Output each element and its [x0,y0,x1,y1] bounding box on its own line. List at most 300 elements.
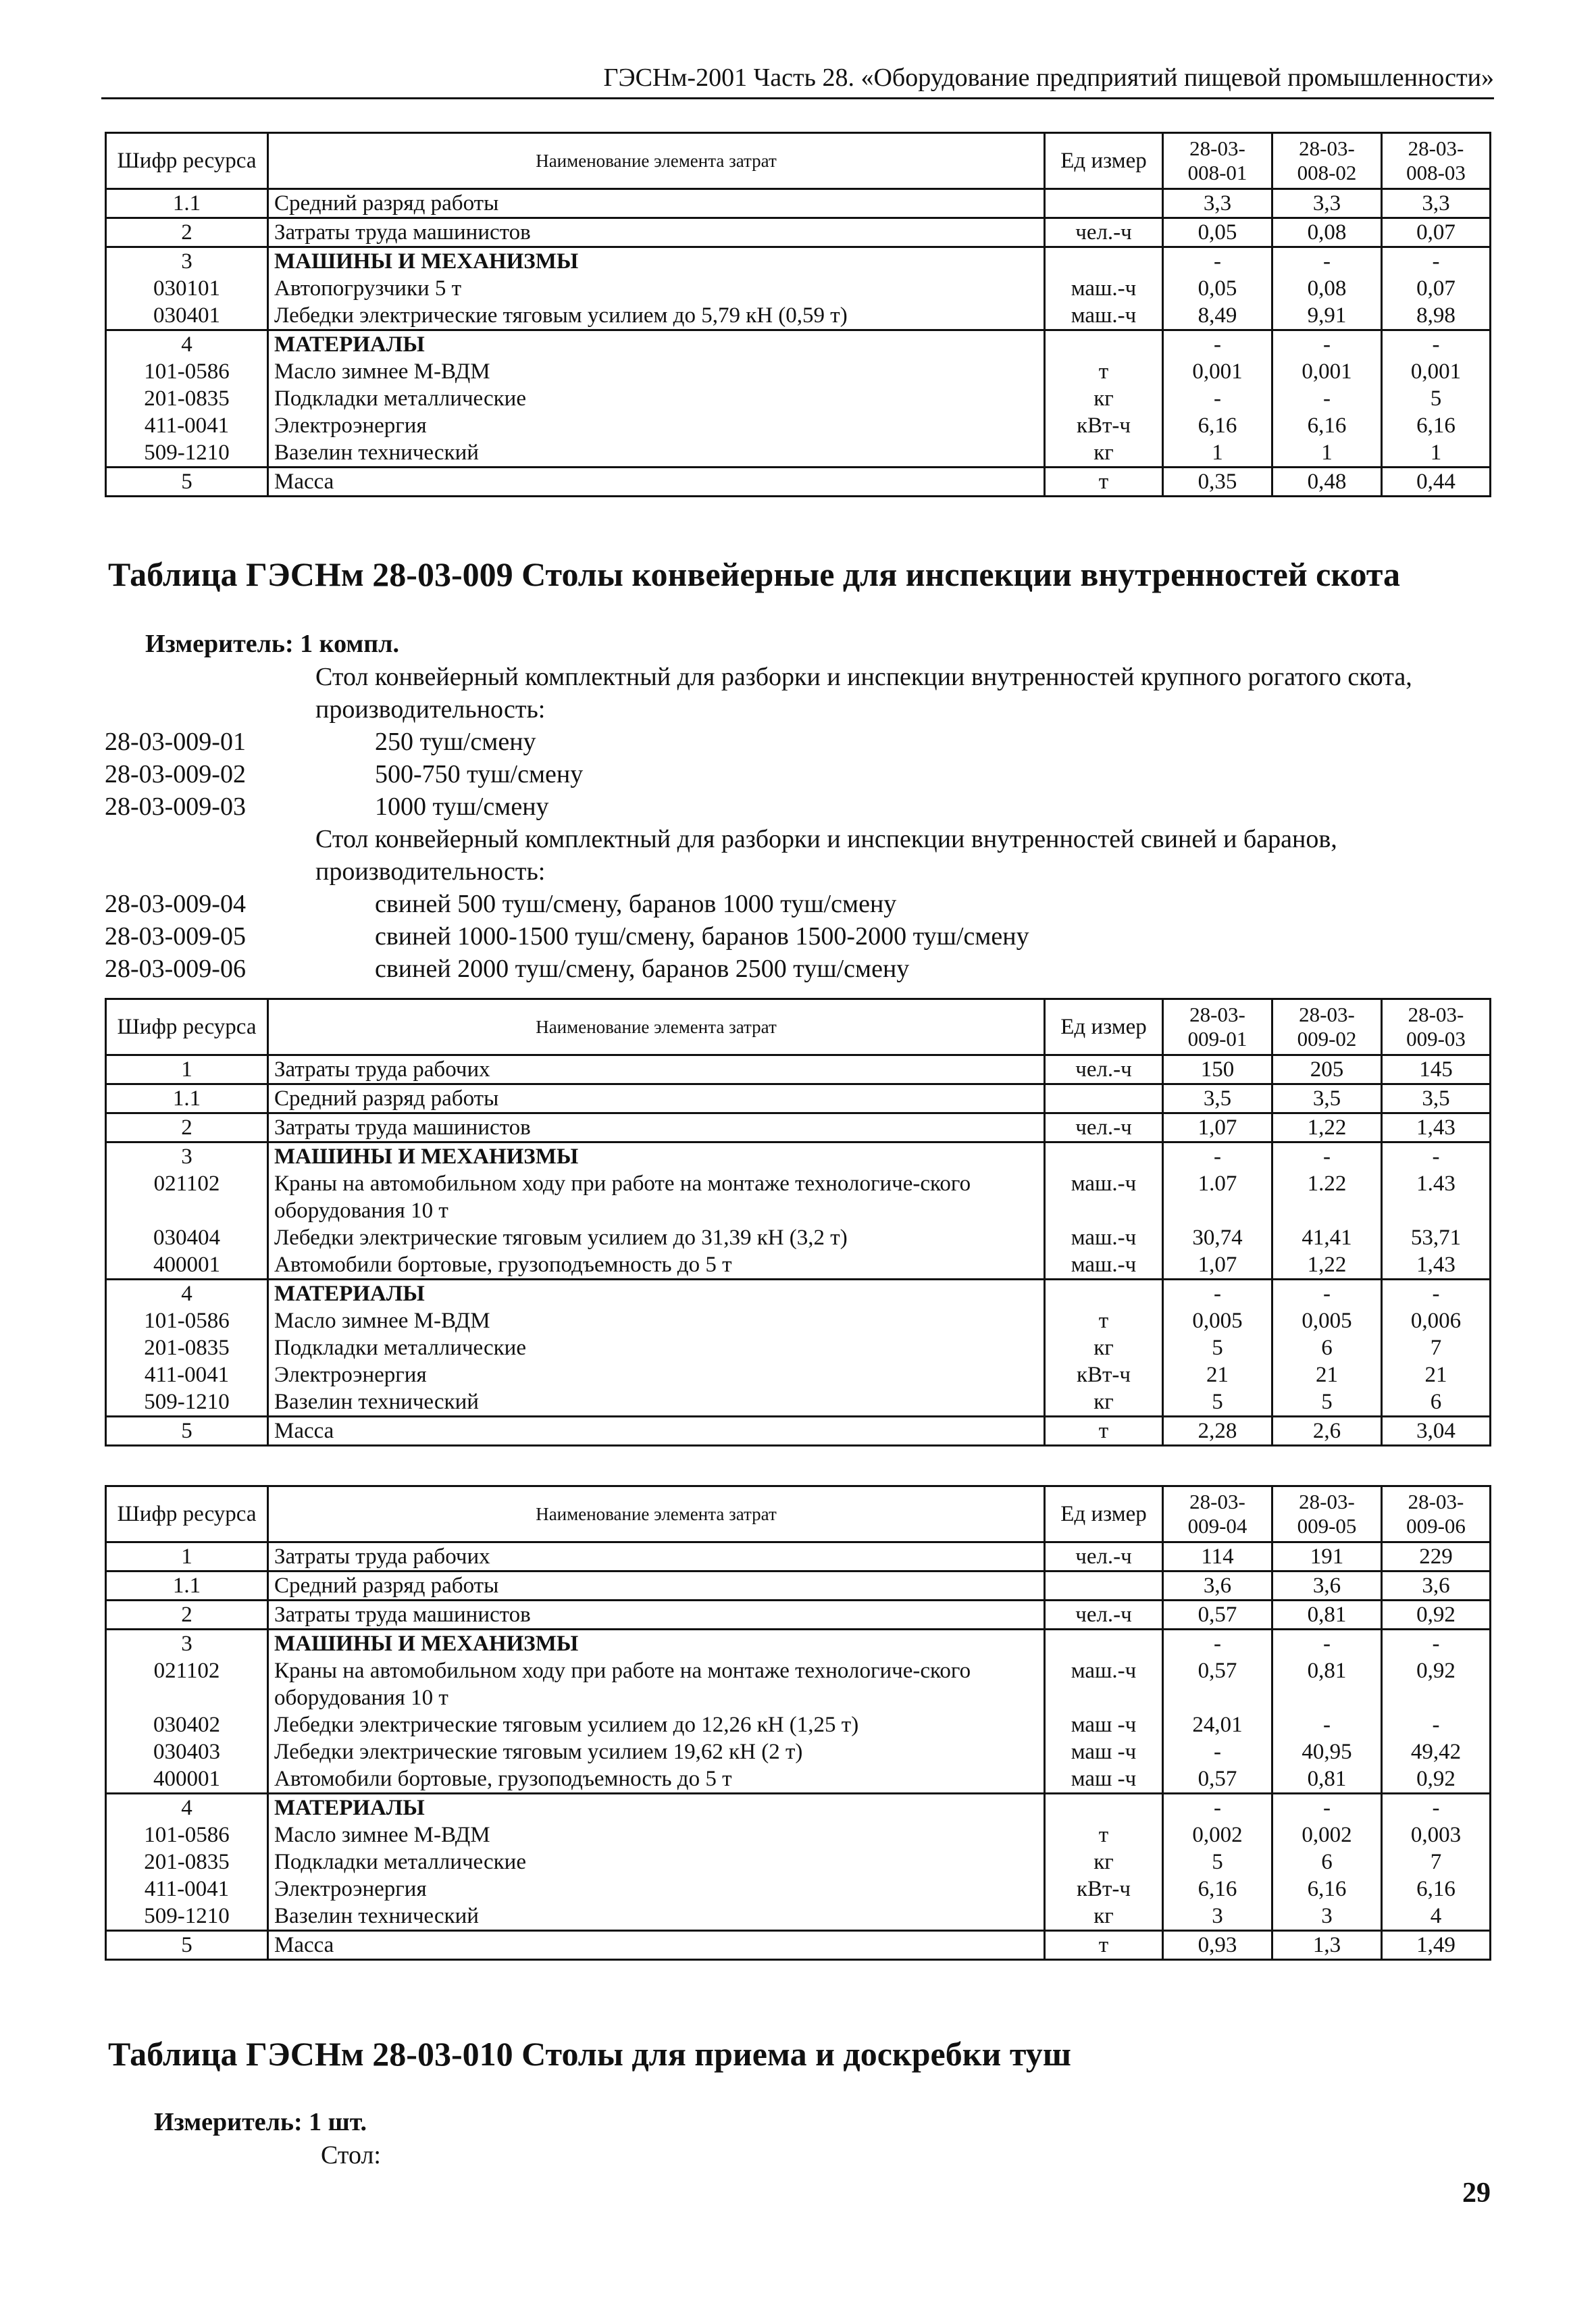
cell-value: 0,001 [1382,358,1491,385]
meter-label: Измеритель: [154,2108,303,2136]
cell-code: 1 [106,1542,268,1571]
cell-name: Масло зимнее М-ВДМ [268,358,1045,385]
cell-code: 3 [106,1142,268,1171]
cell-value: 3,3 [1163,189,1272,218]
cell-value: 191 [1272,1542,1382,1571]
header-norm-code: 28-03- 009-04 [1163,1486,1272,1542]
cell-name: МАШИНЫ И МЕХАНИЗМЫ [268,247,1045,276]
cell-value: 21 [1163,1361,1272,1388]
cell-code: 400001 [106,1251,268,1280]
cell-value: - [1163,1630,1272,1658]
table-row [106,1876,1491,1903]
header-norm-code: 28-03- 008-02 [1272,133,1382,189]
resource-table-009-01-03 [105,998,1491,1447]
cell-code: 400001 [106,1765,268,1794]
cell-unit: т [1045,1417,1163,1446]
cell-value: 49,42 [1382,1738,1491,1765]
table-row [106,1084,1491,1113]
cell-value: 2,28 [1163,1417,1272,1446]
table-row [106,1601,1491,1630]
cell-code: 1.1 [106,1084,268,1113]
cell-unit [1045,1084,1163,1113]
cell-unit: кВт-ч [1045,1361,1163,1388]
cell-name: Краны на автомобильном ходу при работе на монтаже технологиче-ского оборудования 10 т [268,1657,1045,1711]
cell-code: 201-0835 [106,1848,268,1876]
cell-value: 3 [1163,1903,1272,1931]
cell-code: 411-0041 [106,1876,268,1903]
cell-code: 2 [106,218,268,247]
cell-value: 1.43 [1382,1170,1491,1224]
header-unit: Ед измер [1045,133,1163,189]
cell-value: 3,5 [1272,1084,1382,1113]
cell-name: Средний разряд работы [268,1571,1045,1601]
header-norm-code: 28-03- 008-03 [1382,133,1491,189]
cell-name: Краны на автомобильном ходу при работе на монтаже технологиче-ского оборудования 10 т [268,1170,1045,1224]
cell-unit: маш -ч [1045,1738,1163,1765]
cell-code: 1.1 [106,189,268,218]
cell-code: 509-1210 [106,1388,268,1417]
cell-code: 3 [106,247,268,276]
cell-value: 30,74 [1163,1224,1272,1251]
cell-value: 0,48 [1272,468,1382,497]
header-norm-code: 28-03- 009-02 [1272,999,1382,1055]
cell-unit: маш.-ч [1045,1224,1163,1251]
cell-value: 2,6 [1272,1417,1382,1446]
table-row [106,358,1491,385]
cell-name: МАШИНЫ И МЕХАНИЗМЫ [268,1630,1045,1658]
cell-value: 6 [1382,1388,1491,1417]
cell-value: 1.22 [1272,1170,1382,1224]
cell-value: 0,57 [1163,1601,1272,1630]
cell-value: 3,3 [1382,189,1491,218]
cell-unit: маш.-ч [1045,1251,1163,1280]
cell-value: 41,41 [1272,1224,1382,1251]
table-row [106,1903,1491,1931]
intro-text-1: Стол конвейерный комплектный для разборки и инспекции внутренностей крупного рогатого скота, производительность: [315,663,1412,724]
table-row [106,275,1491,302]
cell-code: 021102 [106,1170,268,1224]
cell-name: Электроэнергия [268,412,1045,439]
cell-code: 5 [106,1931,268,1960]
cell-value: 0,57 [1163,1765,1272,1794]
cell-value: 1 [1382,439,1491,468]
header-name: Наименование элемента затрат [268,1486,1045,1542]
cell-value: - [1163,1738,1272,1765]
cell-value: 0,81 [1272,1765,1382,1794]
cell-value: 0,81 [1272,1657,1382,1711]
cell-unit: кВт-ч [1045,1876,1163,1903]
section-title-010: Таблица ГЭСНм 28-03-010 Столы для приема и доскребки туш [108,2035,1071,2073]
meter-009 [145,628,399,659]
cell-value: 6,16 [1272,1876,1382,1903]
table-row [106,1388,1491,1417]
cell-value: 6,16 [1163,412,1272,439]
cell-value: 3 [1272,1903,1382,1931]
table-row [106,1113,1491,1142]
table-row [106,1571,1491,1601]
cell-name: Затраты труда рабочих [268,1055,1045,1084]
table-row [106,1821,1491,1848]
cell-code: 1.1 [106,1571,268,1601]
meter-value: 1 шт. [309,2108,367,2136]
table-row [106,1170,1491,1224]
cell-value: - [1163,1142,1272,1171]
cell-value: 6,16 [1163,1876,1272,1903]
cell-value: - [1272,1280,1382,1308]
table-row [106,1280,1491,1308]
list-item: 28-03-009-03 1000 туш/смену [105,793,549,821]
cell-unit: т [1045,1821,1163,1848]
cell-name: Затраты труда машинистов [268,1601,1045,1630]
cell-name: Масса [268,1417,1045,1446]
cell-value: - [1272,385,1382,412]
cell-name: МАТЕРИАЛЫ [268,330,1045,359]
cell-unit: маш -ч [1045,1765,1163,1794]
cell-value: 0,001 [1272,358,1382,385]
table-row [106,439,1491,468]
header-norm-code: 28-03- 009-06 [1382,1486,1491,1542]
cell-value: 0,006 [1382,1307,1491,1334]
cell-name: Затраты труда машинистов [268,218,1045,247]
cell-value: 0,005 [1272,1307,1382,1334]
cell-name: Подкладки металлические [268,1848,1045,1876]
cell-value: 8,98 [1382,302,1491,330]
table-row [106,468,1491,497]
cell-unit: кВт-ч [1045,412,1163,439]
cell-value: 0,08 [1272,275,1382,302]
cell-value: 0,35 [1163,468,1272,497]
cell-value: 0,92 [1382,1601,1491,1630]
cell-name: Лебедки электрические тяговым усилием 19,62 кН (2 т) [268,1738,1045,1765]
cell-value: - [1382,1142,1491,1171]
cell-name: Средний разряд работы [268,1084,1045,1113]
cell-value: 5 [1163,1334,1272,1361]
cell-unit [1045,1142,1163,1171]
cell-unit: маш.-ч [1045,275,1163,302]
cell-unit: маш.-ч [1045,1170,1163,1224]
cell-name: Подкладки металлические [268,385,1045,412]
cell-value: 5 [1272,1388,1382,1417]
cell-value: 1 [1163,439,1272,468]
cell-value: 0,92 [1382,1657,1491,1711]
resource-table-009-04-06 [105,1485,1491,1961]
cell-value: - [1382,1630,1491,1658]
table-row [106,1142,1491,1171]
list-item: 28-03-009-06 свиней 2000 туш/смену, баранов 2500 туш/смену [105,955,910,983]
cell-unit: чел.-ч [1045,1542,1163,1571]
description-009 [105,661,1496,985]
table-row [106,412,1491,439]
stol-label: Стол: [321,2141,381,2169]
table-row [106,385,1491,412]
table-row [106,1224,1491,1251]
section-title-009: Таблица ГЭСНм 28-03-009 Столы конвейерные для инспекции внутренностей скота [108,555,1401,593]
cell-unit [1045,1571,1163,1601]
header-unit: Ед измер [1045,999,1163,1055]
table-row [106,1931,1491,1960]
list-item: 28-03-009-02 500-750 туш/смену [105,760,584,788]
cell-unit: кг [1045,385,1163,412]
cell-unit [1045,1630,1163,1658]
cell-unit: чел.-ч [1045,218,1163,247]
meter-label: Измеритель: [145,630,294,658]
cell-unit: чел.-ч [1045,1113,1163,1142]
cell-name: Средний разряд работы [268,189,1045,218]
cell-value: 150 [1163,1055,1272,1084]
cell-value: 1,49 [1382,1931,1491,1960]
cell-code: 030404 [106,1224,268,1251]
table-row [106,1055,1491,1084]
list-item: 28-03-009-01 250 туш/смену [105,728,536,756]
cell-value: 21 [1272,1361,1382,1388]
cell-value: - [1163,247,1272,276]
cell-value: 1,22 [1272,1251,1382,1280]
resource-table-008 [105,132,1491,497]
cell-value: - [1272,1142,1382,1171]
cell-unit: кг [1045,439,1163,468]
header-name: Наименование элемента затрат [268,133,1045,189]
cell-unit [1045,1794,1163,1822]
cell-name: Лебедки электрические тяговым усилием до 12,26 кН (1,25 т) [268,1711,1045,1738]
cell-name: Автопогрузчики 5 т [268,275,1045,302]
cell-value: 7 [1382,1848,1491,1876]
cell-name: Электроэнергия [268,1876,1045,1903]
cell-unit: т [1045,1931,1163,1960]
cell-code: 3 [106,1630,268,1658]
cell-value: - [1163,385,1272,412]
cell-code: 101-0586 [106,1821,268,1848]
cell-name: Затраты труда машинистов [268,1113,1045,1142]
cell-value: 3,3 [1272,189,1382,218]
cell-unit: т [1045,468,1163,497]
cell-code: 411-0041 [106,1361,268,1388]
cell-value: 6,16 [1272,412,1382,439]
cell-unit: маш.-ч [1045,302,1163,330]
cell-value: 6 [1272,1334,1382,1361]
cell-code: 4 [106,1280,268,1308]
table-row [106,1334,1491,1361]
table-header-row [106,1486,1491,1542]
cell-value: 4 [1382,1903,1491,1931]
cell-name: Масса [268,468,1045,497]
cell-unit: кг [1045,1848,1163,1876]
cell-code: 5 [106,1417,268,1446]
header-unit: Ед измер [1045,1486,1163,1542]
cell-code: 030401 [106,302,268,330]
cell-value: - [1272,330,1382,359]
cell-value: 1,3 [1272,1931,1382,1960]
header-norm-code: 28-03- 008-01 [1163,133,1272,189]
cell-value: - [1382,1711,1491,1738]
cell-value: - [1163,1280,1272,1308]
table-row [106,1711,1491,1738]
cell-code: 030403 [106,1738,268,1765]
table-row [106,1542,1491,1571]
cell-value: 3,5 [1382,1084,1491,1113]
cell-code: 2 [106,1113,268,1142]
cell-name: МАТЕРИАЛЫ [268,1280,1045,1308]
cell-code: 021102 [106,1657,268,1711]
table-row [106,1848,1491,1876]
cell-value: 1,07 [1163,1113,1272,1142]
cell-value: - [1382,1794,1491,1822]
header-norm-code: 28-03- 009-05 [1272,1486,1382,1542]
table-header-row [106,999,1491,1055]
cell-code: 4 [106,330,268,359]
cell-value: 0,81 [1272,1601,1382,1630]
cell-value: 0,002 [1272,1821,1382,1848]
header-code: Шифр ресурса [106,133,268,189]
cell-value: 0,07 [1382,275,1491,302]
table-row [106,330,1491,359]
cell-value: 0,005 [1163,1307,1272,1334]
cell-code: 5 [106,468,268,497]
cell-name: Вазелин технический [268,439,1045,468]
cell-value: 0,92 [1382,1765,1491,1794]
cell-value: 5 [1163,1388,1272,1417]
page-number: 29 [1462,2178,1491,2209]
cell-name: Автомобили бортовые, грузоподъемность до 5 т [268,1765,1045,1794]
cell-value: - [1163,1794,1272,1822]
cell-value: 145 [1382,1055,1491,1084]
header-norm-code: 28-03- 009-01 [1163,999,1272,1055]
cell-name: Электроэнергия [268,1361,1045,1388]
cell-value: 1,43 [1382,1251,1491,1280]
cell-value: 0,05 [1163,218,1272,247]
cell-name: МАТЕРИАЛЫ [268,1794,1045,1822]
cell-unit: маш.-ч [1045,1657,1163,1711]
cell-unit: чел.-ч [1045,1601,1163,1630]
list-item: 28-03-009-05 свиней 1000-1500 туш/смену, баранов 1500-2000 туш/смену [105,922,1029,951]
cell-value: 8,49 [1163,302,1272,330]
table-row [106,1765,1491,1794]
cell-value: 3,04 [1382,1417,1491,1446]
cell-unit [1045,247,1163,276]
cell-value: 3,6 [1382,1571,1491,1601]
cell-value: 3,5 [1163,1084,1272,1113]
table-row [106,1738,1491,1765]
meter-010 [154,2107,367,2138]
cell-code: 030402 [106,1711,268,1738]
cell-unit: чел.-ч [1045,1055,1163,1084]
cell-value: 9,91 [1272,302,1382,330]
list-item: 28-03-009-04 свиней 500 туш/смену, баранов 1000 туш/смену [105,890,897,918]
header-norm-code: 28-03- 009-03 [1382,999,1491,1055]
cell-value: 6,16 [1382,412,1491,439]
cell-value: 205 [1272,1055,1382,1084]
cell-unit [1045,1280,1163,1308]
cell-name: Подкладки металлические [268,1334,1045,1361]
cell-value: 229 [1382,1542,1491,1571]
table-row [106,302,1491,330]
cell-name: Лебедки электрические тяговым усилием до 5,79 кН (0,59 т) [268,302,1045,330]
intro-text-2: Стол конвейерный комплектный для разборки и инспекции внутренностей свиней и баранов, производительность: [315,825,1337,886]
table-row [106,1417,1491,1446]
cell-code: 201-0835 [106,1334,268,1361]
table-row [106,247,1491,276]
table-row [106,218,1491,247]
cell-value: 1,22 [1272,1113,1382,1142]
header-code: Шифр ресурса [106,1486,268,1542]
cell-value: 0,002 [1163,1821,1272,1848]
cell-name: Лебедки электрические тяговым усилием до 31,39 кН (3,2 т) [268,1224,1045,1251]
cell-code: 201-0835 [106,385,268,412]
cell-value: - [1272,1711,1382,1738]
cell-value: 0,08 [1272,218,1382,247]
table-row [106,1251,1491,1280]
cell-value: - [1382,330,1491,359]
table-row [106,1794,1491,1822]
cell-unit: кг [1045,1334,1163,1361]
cell-name: МАШИНЫ И МЕХАНИЗМЫ [268,1142,1045,1171]
cell-value: 1,07 [1163,1251,1272,1280]
cell-name: Масло зимнее М-ВДМ [268,1307,1045,1334]
cell-unit [1045,189,1163,218]
cell-name: Вазелин технический [268,1388,1045,1417]
cell-value: 24,01 [1163,1711,1272,1738]
cell-value: 1 [1272,439,1382,468]
cell-unit: кг [1045,1388,1163,1417]
cell-name: Автомобили бортовые, грузоподъемность до 5 т [268,1251,1045,1280]
cell-value: 1.07 [1163,1170,1272,1224]
cell-value: 6,16 [1382,1876,1491,1903]
cell-unit: кг [1045,1903,1163,1931]
cell-code: 101-0586 [106,358,268,385]
table-row [106,1361,1491,1388]
cell-value: - [1163,330,1272,359]
cell-value: 0,05 [1163,275,1272,302]
table-row [106,1657,1491,1711]
cell-code: 411-0041 [106,412,268,439]
cell-value: 5 [1163,1848,1272,1876]
cell-value: 3,6 [1272,1571,1382,1601]
cell-value: - [1272,1630,1382,1658]
cell-value: 0,001 [1163,358,1272,385]
table-row [106,189,1491,218]
cell-value: 0,44 [1382,468,1491,497]
table-row [106,1630,1491,1658]
table-header-row [106,133,1491,189]
cell-value: 0,07 [1382,218,1491,247]
cell-name: Масса [268,1931,1045,1960]
cell-code: 1 [106,1055,268,1084]
cell-code: 2 [106,1601,268,1630]
cell-value: 53,71 [1382,1224,1491,1251]
cell-value: - [1382,247,1491,276]
cell-value: 0,003 [1382,1821,1491,1848]
cell-code: 509-1210 [106,1903,268,1931]
cell-code: 509-1210 [106,439,268,468]
cell-value: - [1272,1794,1382,1822]
cell-value: 0,93 [1163,1931,1272,1960]
cell-value: 40,95 [1272,1738,1382,1765]
cell-value: 1,43 [1382,1113,1491,1142]
running-header: ГЭСНм-2001 Часть 28. «Оборудование предприятий пищевой промышленности» [101,62,1494,99]
table-row [106,1307,1491,1334]
cell-unit: т [1045,358,1163,385]
cell-code: 030101 [106,275,268,302]
header-name: Наименование элемента затрат [268,999,1045,1055]
cell-unit: т [1045,1307,1163,1334]
header-code: Шифр ресурса [106,999,268,1055]
cell-code: 4 [106,1794,268,1822]
cell-name: Вазелин технический [268,1903,1045,1931]
cell-value: 21 [1382,1361,1491,1388]
cell-value: 114 [1163,1542,1272,1571]
cell-value: 3,6 [1163,1571,1272,1601]
meter-value: 1 компл. [300,630,399,658]
cell-value: - [1382,1280,1491,1308]
